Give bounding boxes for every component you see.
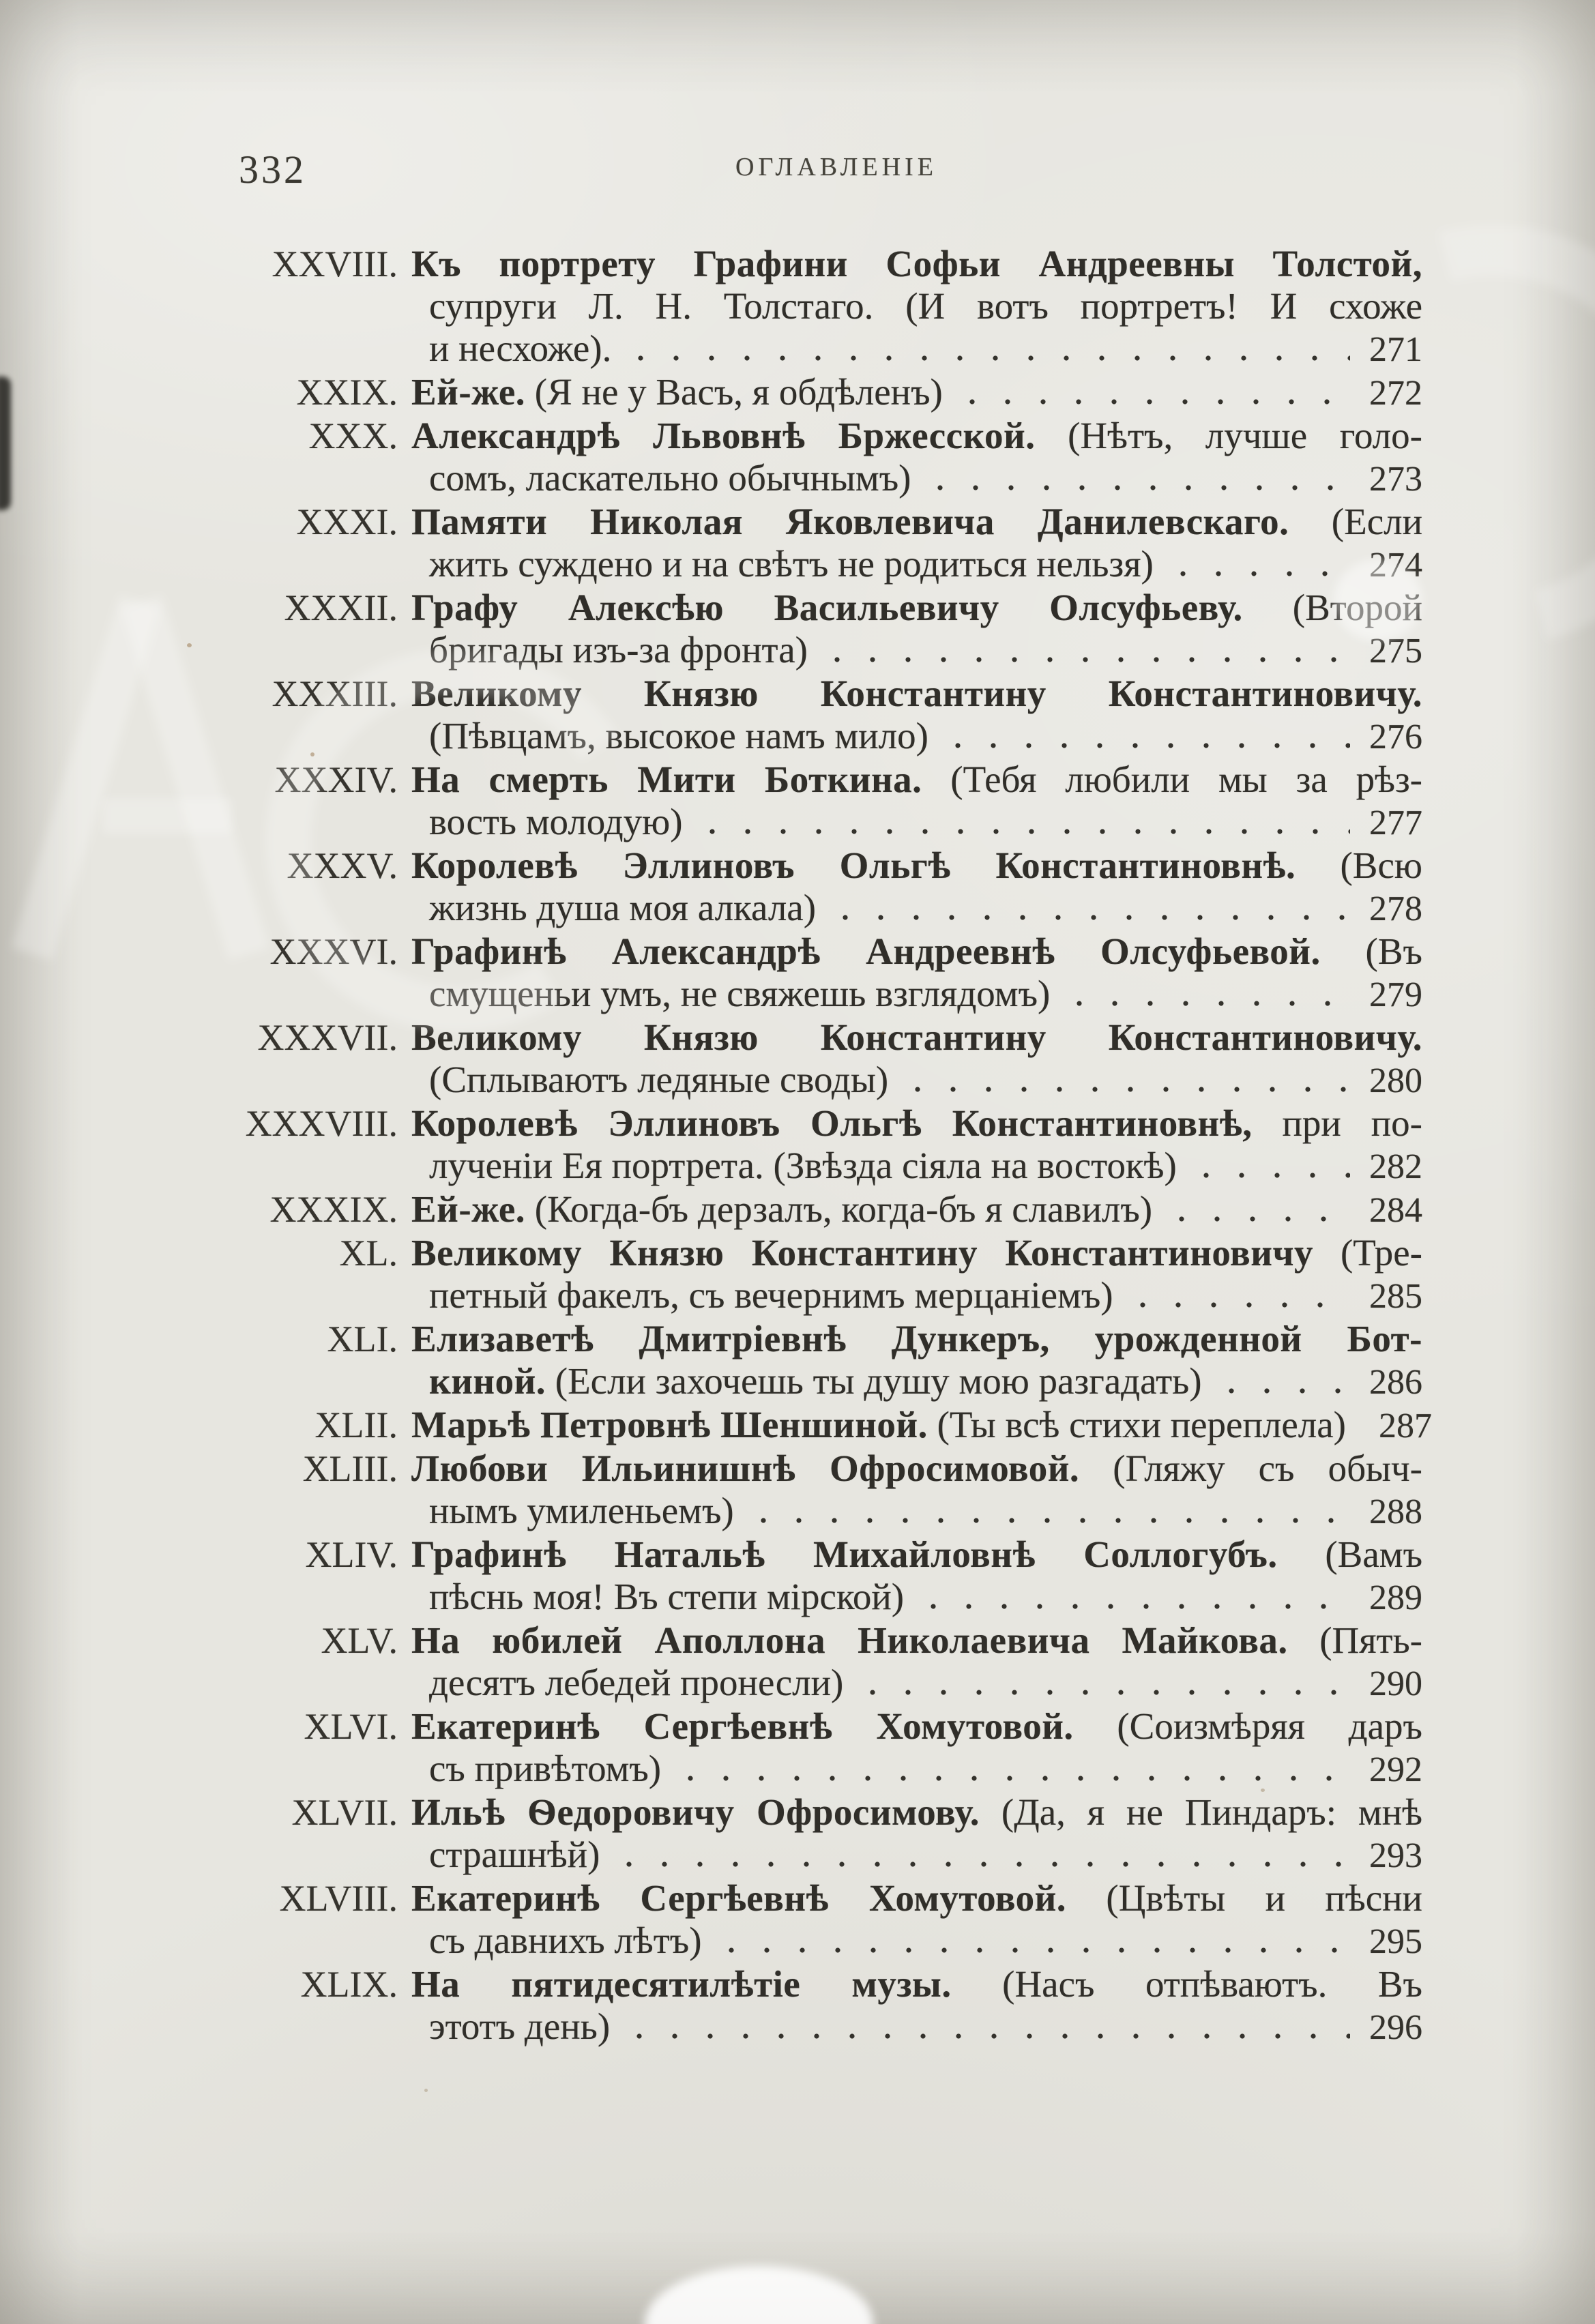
watermark-shape — [1334, 559, 1422, 641]
entry-text-segment: бригады изъ-за фронта) — [429, 629, 808, 671]
entry-line — [411, 285, 1422, 327]
entry-text-segment: Къ портрету Графини Софьи Андреевны Толстой, — [411, 243, 1422, 284]
entry-page-number: 279 — [1369, 975, 1422, 1014]
toc-entry — [235, 1619, 1422, 1705]
entry-page-number: 292 — [1369, 1750, 1422, 1789]
entry-text-segment: Королевѣ Эллиновъ Ольгѣ Константиновнѣ, — [411, 1102, 1253, 1144]
entry-text-segment: (Если захочешь ты душу мою разгадать) — [546, 1360, 1202, 1402]
foxing-speck — [846, 385, 849, 389]
entry-numeral: XXXVIII. — [245, 1103, 398, 1144]
entry-text-segment: (Когда-бъ дерзалъ, когда-бъ я славилъ) — [525, 1188, 1153, 1230]
entry-text-segment: при по- — [1252, 1102, 1422, 1144]
entry-text-segment: Королевѣ Эллиновъ Ольгѣ Константиновнѣ. — [411, 844, 1296, 886]
entry-line — [411, 1145, 1422, 1188]
entry-content — [411, 1404, 1432, 1447]
toc-entry — [235, 1791, 1422, 1877]
foxing-speck — [187, 643, 192, 647]
entry-content — [411, 1877, 1422, 1963]
entry-line — [411, 327, 1422, 371]
entry-text-segment: Марьѣ Петровнѣ Шеншиной. — [411, 1404, 928, 1445]
entry-line — [411, 1016, 1422, 1059]
entry-text-segment: Екатеринѣ Сергѣевнѣ Хомутовой. — [411, 1877, 1067, 1919]
entry-text-segment: петный факелъ, съ вечернимъ мерцаніемъ) — [429, 1274, 1113, 1316]
entry-text-segment: нымъ умиленьемъ) — [429, 1490, 734, 1531]
entry-content — [411, 1963, 1422, 2049]
toc-entry — [235, 1102, 1422, 1188]
entry-text-segment: (Если — [1289, 501, 1422, 542]
entry-numeral: XLVII. — [291, 1792, 398, 1833]
entry-content — [411, 1791, 1422, 1877]
dot-leader — [1120, 1274, 1350, 1318]
entry-numeral: XLVI. — [304, 1706, 398, 1747]
entry-line — [411, 1877, 1422, 1919]
entry-line — [411, 1533, 1422, 1576]
entry-numeral: XXXII. — [284, 587, 398, 628]
dot-leader — [911, 1576, 1350, 1619]
entry-line — [411, 1662, 1422, 1705]
entry-content — [411, 1232, 1422, 1318]
toc-entry — [235, 1447, 1422, 1533]
entry-line — [411, 1919, 1422, 1963]
entry-numeral: XXXI. — [296, 501, 398, 542]
entry-line — [411, 1490, 1422, 1533]
watermark-shape — [645, 2266, 873, 2324]
entry-text-segment: (Въ — [1320, 930, 1422, 972]
entry-text-segment: На пятидесятилѣтіе музы. — [411, 1963, 952, 2005]
toc-entry — [235, 1188, 1422, 1232]
entry-content — [411, 587, 1422, 673]
table-of-contents — [235, 243, 1432, 2049]
entry-numeral: XLI. — [327, 1319, 398, 1359]
dot-leader — [741, 1490, 1350, 1533]
entry-content — [411, 1188, 1422, 1232]
entry-page-number: 287 — [1378, 1407, 1432, 1445]
entry-text-segment: сомъ, ласкательно обычнымъ) — [429, 457, 911, 499]
dot-leader — [850, 1662, 1350, 1705]
entry-text-segment: супруги Л. Н. Толстаго. (И вотъ портретъ! И схоже — [429, 285, 1422, 327]
entry-line — [411, 457, 1422, 501]
entry-text-segment: (Пять- — [1287, 1619, 1422, 1661]
entry-text-segment: (Пѣвцамъ, высокое намъ мило) — [429, 715, 928, 756]
entry-page-number: 275 — [1369, 632, 1422, 671]
entry-numeral: XXXIV. — [274, 759, 398, 800]
entry-page-number: 284 — [1369, 1191, 1422, 1230]
entry-line — [411, 587, 1422, 629]
entry-text-segment: (Тре- — [1313, 1232, 1422, 1274]
entry-numeral: XXX. — [308, 415, 398, 456]
entry-text-segment: (Соизмѣряя даръ — [1073, 1705, 1422, 1747]
entry-numeral: XLVIII. — [279, 1878, 398, 1919]
entry-text-segment: десятъ лебедей пронесли) — [429, 1662, 844, 1703]
toc-entry — [235, 1963, 1422, 2049]
dot-leader — [606, 1834, 1350, 1877]
entry-line — [411, 1274, 1422, 1318]
entry-page-number: 295 — [1369, 1922, 1422, 1961]
entry-numeral: XLIV. — [305, 1534, 398, 1575]
dot-leader — [668, 1748, 1350, 1791]
entry-line — [411, 1791, 1422, 1834]
entry-text-segment: На смерть Мити Боткина. — [411, 759, 922, 800]
entry-text-segment: (Всю — [1296, 844, 1422, 886]
entry-line — [411, 1447, 1422, 1490]
entry-page-number: 293 — [1369, 1836, 1422, 1875]
entry-page-number: 273 — [1369, 460, 1422, 499]
entry-line — [411, 629, 1422, 673]
toc-entry — [235, 1016, 1422, 1102]
entry-line — [411, 1834, 1422, 1877]
entry-line — [411, 1963, 1422, 2005]
entry-text-segment: (Гляжу съ обыч- — [1079, 1447, 1422, 1489]
entry-page-number: 278 — [1369, 889, 1422, 928]
entry-page-number: 296 — [1369, 2008, 1422, 2047]
entry-content — [411, 415, 1422, 501]
entry-content — [411, 243, 1422, 371]
entry-page-number: 274 — [1369, 546, 1422, 585]
entry-numeral: XLIX. — [300, 1964, 398, 2005]
entry-page-number: 288 — [1369, 1492, 1422, 1531]
entry-text-segment: (Цвѣты и пѣсни — [1066, 1877, 1422, 1919]
entry-text-segment: лученіи Ея портрета. (Звѣзда сіяла на востокѣ) — [429, 1145, 1177, 1186]
page-header-title: ОГЛАВЛЕНІЕ — [735, 153, 937, 181]
entry-text-segment: Великому Князю Константину Константиновичу — [411, 1232, 1313, 1274]
dot-leader — [617, 2005, 1350, 2049]
entry-line — [411, 1619, 1422, 1662]
toc-entry — [235, 371, 1422, 415]
page-folio-number: 332 — [239, 147, 306, 192]
entry-text-segment: Великому Князю Константину Константиновичу. — [411, 673, 1422, 714]
entry-text-segment: (Я не у Васъ, я обдѣленъ) — [525, 371, 943, 413]
entry-page-number: 271 — [1369, 330, 1422, 369]
entry-line — [411, 1404, 1432, 1447]
entry-text-segment: Екатеринѣ Сергѣевнѣ Хомутовой. — [411, 1705, 1074, 1747]
entry-line — [411, 371, 1422, 415]
watermark-shape — [102, 798, 232, 834]
entry-text-segment: (Нѣтъ, лучше голо- — [1035, 415, 1422, 456]
entry-text-segment: (Второй — [1242, 587, 1422, 628]
foxing-speck — [881, 1031, 885, 1035]
page-edge-artifact — [0, 377, 11, 510]
entry-text-segment: Графу Алексѣю Васильевичу Олсуфьеву. — [411, 587, 1243, 628]
dot-leader — [690, 801, 1350, 844]
entry-line — [411, 1059, 1422, 1102]
entry-page-number: 280 — [1369, 1061, 1422, 1100]
entry-text-segment: пѣснь моя! Въ степи мірской) — [429, 1576, 905, 1617]
dot-leader — [935, 715, 1350, 759]
toc-entry — [235, 1533, 1422, 1619]
entry-line — [411, 543, 1422, 587]
foxing-speck — [1261, 1789, 1265, 1792]
entry-numeral: XXVIII. — [272, 244, 398, 284]
entry-text-segment: этотъ день) — [429, 2005, 611, 2047]
entry-line — [411, 1102, 1422, 1145]
entry-numeral: XLIII. — [302, 1448, 398, 1489]
dot-leader — [1209, 1360, 1350, 1404]
entry-numeral: XLII. — [314, 1404, 398, 1445]
entry-line — [411, 415, 1422, 457]
entry-page-number: 276 — [1369, 718, 1422, 756]
entry-line — [411, 1748, 1422, 1791]
entry-text-segment: съ давнихъ лѣтъ) — [429, 1919, 702, 1961]
entry-line — [411, 1705, 1422, 1748]
dot-leader — [823, 887, 1350, 930]
entry-text-segment: Ей-же. — [411, 1188, 526, 1230]
entry-numeral: XL. — [339, 1233, 398, 1274]
entry-line — [411, 1318, 1422, 1360]
entry-line — [411, 1232, 1422, 1274]
dot-leader — [895, 1059, 1350, 1102]
toc-entry — [235, 415, 1422, 501]
toc-entry — [235, 243, 1422, 371]
foxing-speck — [310, 752, 314, 756]
entry-line — [411, 1188, 1422, 1232]
entry-numeral: XLV. — [321, 1620, 398, 1661]
entry-text-segment: Великому Князю Константину Константиновичу. — [411, 1016, 1422, 1058]
entry-text-segment: страшнѣй) — [429, 1834, 600, 1875]
entry-numeral: XXIX. — [296, 372, 398, 413]
entry-text-segment: Любови Ильинишнѣ Офросимовой. — [411, 1447, 1080, 1489]
entry-numeral: XXXVII. — [257, 1017, 398, 1058]
dot-leader — [1159, 1188, 1350, 1232]
entry-text-segment: (Насъ отпѣваютъ. Въ — [951, 1963, 1422, 2005]
entry-text-segment: вость молодую) — [429, 801, 683, 842]
toc-entry — [235, 1232, 1422, 1318]
entry-text-segment: Ильѣ Ѳедоровичу Офросимову. — [411, 1791, 980, 1833]
dot-leader — [1184, 1145, 1350, 1188]
entry-text-segment: Графинѣ Александрѣ Андреевнѣ Олсуфьевой. — [411, 930, 1321, 972]
entry-numeral: XXXVI. — [269, 931, 398, 972]
entry-text-segment: Александрѣ Львовнѣ Бржесской. — [411, 415, 1036, 456]
entry-page-number: 285 — [1369, 1277, 1422, 1316]
entry-numeral: XXXIX. — [269, 1189, 398, 1230]
dot-leader — [1057, 973, 1350, 1016]
entry-text-segment: Елизаветѣ Дмитріевнѣ Дункеръ, урожденной Бот- — [411, 1318, 1422, 1359]
entry-content — [411, 1318, 1422, 1404]
entry-line — [411, 243, 1422, 285]
entry-numeral: XXXIII. — [272, 673, 398, 714]
entry-text-segment: (Да, я не Пиндаръ: мнѣ — [979, 1791, 1422, 1833]
entry-content — [411, 1102, 1422, 1188]
entry-text-segment: жизнь душа моя алкала) — [429, 887, 817, 928]
entry-page-number: 286 — [1369, 1363, 1422, 1402]
entry-page-number: 272 — [1369, 374, 1422, 413]
entry-content — [411, 1447, 1422, 1533]
entry-numeral: XXXV. — [287, 845, 398, 886]
entry-page-number: 289 — [1369, 1578, 1422, 1617]
entry-page-number: 277 — [1369, 804, 1422, 842]
toc-entry — [235, 1877, 1422, 1963]
entry-page-number: 290 — [1369, 1664, 1422, 1703]
entry-content — [411, 1705, 1422, 1791]
entry-text-segment: (Ты всѣ стихи переплела) — [927, 1404, 1346, 1445]
entry-content — [411, 371, 1422, 415]
entry-text-segment: (Сплываютъ ледяные своды) — [429, 1059, 889, 1100]
entry-line — [411, 1576, 1422, 1619]
entry-content — [411, 1533, 1422, 1619]
entry-line — [411, 2005, 1422, 2049]
entry-text-segment: жить суждено и на свѣтъ не родиться нельзя) — [429, 543, 1154, 585]
dot-leader — [618, 327, 1350, 371]
toc-entry — [235, 501, 1422, 587]
entry-text-segment: На юбилей Аполлона Николаевича Майкова. — [411, 1619, 1288, 1661]
entry-text-segment: (Тебя любили мы за рѣз- — [922, 759, 1422, 800]
entry-text-segment: Памяти Николая Яковлевича Данилевскаго. — [411, 501, 1289, 542]
entry-content — [411, 1016, 1422, 1102]
toc-entry — [235, 1404, 1432, 1447]
entry-content — [411, 1619, 1422, 1705]
toc-entry — [235, 1318, 1422, 1404]
entry-text-segment: киной. — [429, 1360, 546, 1402]
dot-leader — [815, 629, 1350, 673]
entry-text-segment: съ привѣтомъ) — [429, 1748, 662, 1789]
entry-line — [411, 501, 1422, 543]
foxing-speck — [424, 2089, 428, 2092]
entry-text-segment: Ей-же. — [411, 371, 526, 413]
toc-entry — [235, 1705, 1422, 1791]
entry-text-segment: (Вамъ — [1277, 1533, 1423, 1575]
entry-text-segment: и несхоже). — [429, 327, 612, 369]
entry-text-segment: Графинѣ Натальѣ Михайловнѣ Соллогубъ. — [411, 1533, 1278, 1575]
entry-content — [411, 501, 1422, 587]
dot-leader — [1353, 1404, 1360, 1447]
entry-page-number: 282 — [1369, 1147, 1422, 1186]
entry-line — [411, 1360, 1422, 1404]
dot-leader — [709, 1919, 1350, 1963]
entry-text-segment: смущеньи умъ, не свяжешь взглядомъ) — [429, 973, 1051, 1014]
